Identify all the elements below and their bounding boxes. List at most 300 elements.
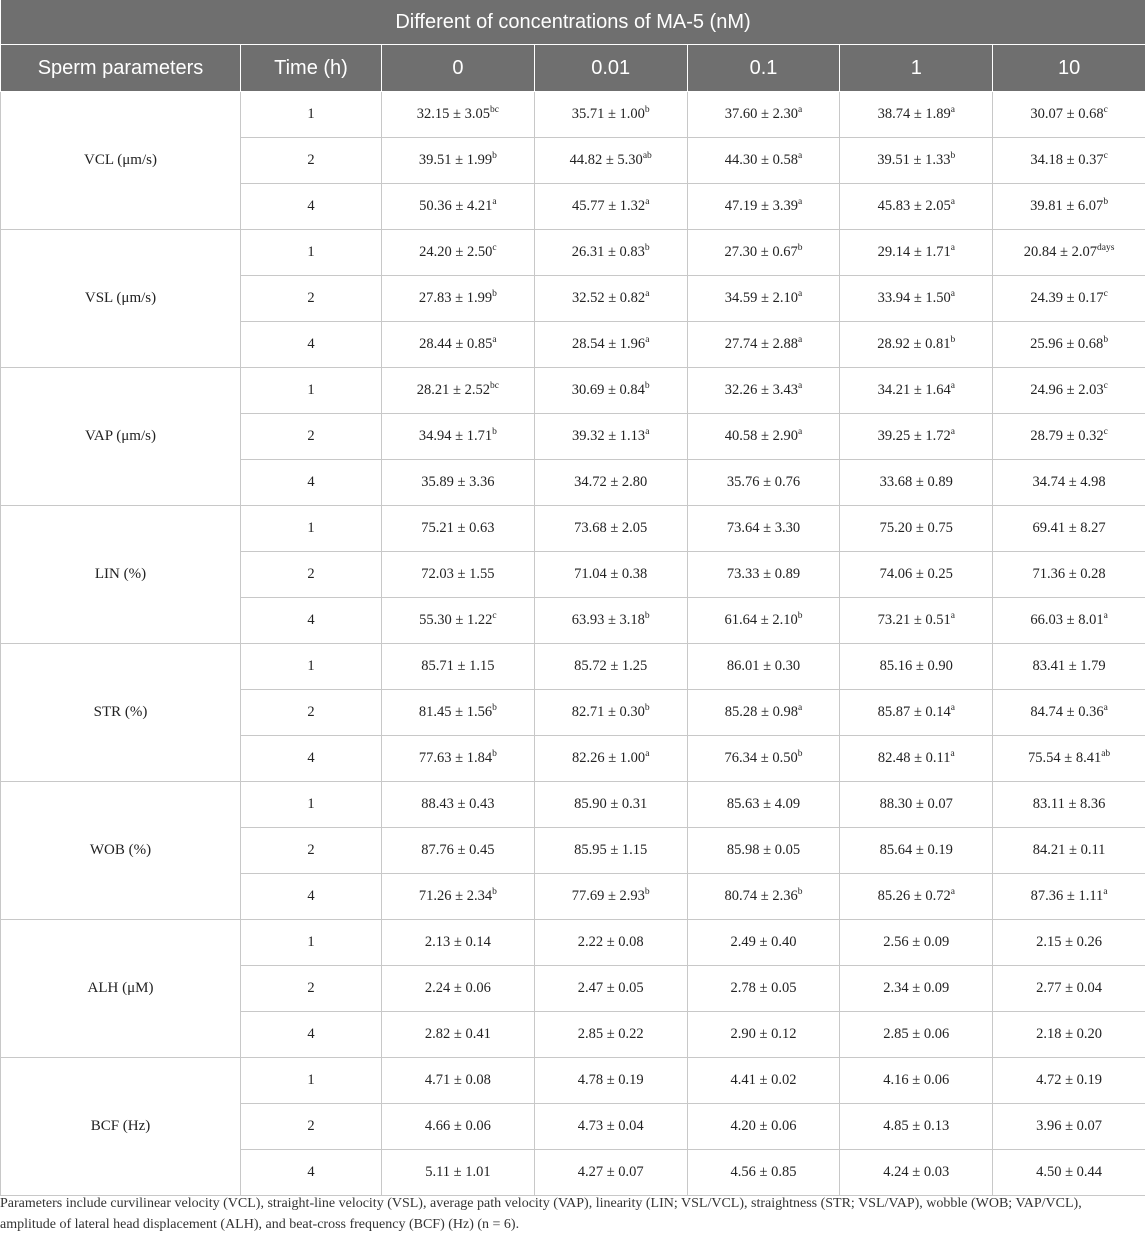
value-text: 77.69 ± 2.93	[571, 888, 645, 904]
significance-superscript: a	[950, 703, 955, 713]
time-cell: 1	[241, 368, 382, 414]
time-cell: 2	[241, 552, 382, 598]
value-text: 29.14 ± 1.71	[877, 244, 951, 260]
parameter-cell: ALH (μM)	[1, 920, 241, 1058]
value-cell	[534, 736, 687, 782]
value-cell	[993, 874, 1145, 920]
value-cell	[993, 138, 1145, 184]
value-text: 4.78 ± 0.19	[577, 1072, 644, 1088]
value-cell	[993, 782, 1145, 828]
significance-superscript: a	[950, 105, 955, 115]
value-cell	[840, 644, 993, 690]
value-cell	[382, 368, 535, 414]
value-cell	[687, 920, 840, 966]
value-text: 34.72 ± 2.80	[574, 474, 648, 490]
value-cell	[382, 920, 535, 966]
value-cell	[840, 1058, 993, 1104]
value-text: 50.36 ± 4.21	[419, 198, 493, 214]
value-cell	[993, 414, 1145, 460]
value-text: 87.76 ± 0.45	[421, 842, 495, 858]
value-text: 35.89 ± 3.36	[421, 474, 495, 490]
value-text: 27.74 ± 2.88	[724, 336, 798, 352]
value-text: 83.41 ± 1.79	[1032, 658, 1106, 674]
value-text: 2.56 ± 0.09	[883, 934, 950, 950]
value-text: 39.32 ± 1.13	[571, 428, 646, 444]
table-row	[1, 506, 1145, 552]
value-cell	[382, 598, 535, 644]
value-cell	[687, 552, 840, 598]
value-cell	[534, 184, 687, 230]
significance-superscript: a	[797, 703, 803, 713]
value-cell	[382, 644, 535, 690]
value-cell	[687, 414, 840, 460]
value-cell	[840, 828, 993, 874]
value-text: 2.15 ± 0.26	[1036, 934, 1103, 950]
value-cell	[534, 966, 687, 1012]
value-cell	[993, 828, 1145, 874]
value-text: 75.54 ± 8.41	[1027, 750, 1102, 766]
value-text: 2.82 ± 0.41	[424, 1026, 491, 1042]
value-cell	[534, 1058, 687, 1104]
time-cell: 1	[241, 506, 382, 552]
significance-superscript: a	[645, 197, 650, 207]
value-cell	[534, 828, 687, 874]
value-cell	[687, 276, 840, 322]
significance-superscript: c	[492, 243, 497, 253]
value-cell	[534, 276, 687, 322]
value-cell	[687, 368, 840, 414]
value-text: 32.26 ± 3.43	[724, 382, 798, 398]
value-cell	[840, 92, 993, 138]
value-text: 24.20 ± 2.50	[419, 244, 493, 260]
significance-superscript: a	[797, 289, 803, 299]
value-cell	[687, 1012, 840, 1058]
value-cell	[993, 552, 1145, 598]
table-row	[1, 644, 1145, 690]
parameter-cell: VSL (μm/s)	[1, 230, 241, 368]
value-text: 4.71 ± 0.08	[424, 1072, 491, 1088]
value-cell	[993, 598, 1145, 644]
parameter-cell: VAP (μm/s)	[1, 368, 241, 506]
significance-superscript: b	[492, 749, 497, 759]
value-cell	[993, 230, 1145, 276]
value-text: 82.26 ± 1.00	[571, 750, 646, 766]
significance-superscript: days	[1096, 243, 1115, 253]
significance-superscript: a	[797, 335, 803, 345]
value-text: 34.94 ± 1.71	[418, 428, 493, 444]
time-cell: 4	[241, 874, 382, 920]
value-cell	[840, 460, 993, 506]
header-conc-0.1: 0.1	[687, 45, 840, 92]
value-cell	[534, 690, 687, 736]
value-cell	[687, 644, 840, 690]
time-cell: 4	[241, 1012, 382, 1058]
value-text: 40.58 ± 2.90	[724, 428, 798, 444]
time-cell: 1	[241, 1058, 382, 1104]
value-cell	[993, 184, 1145, 230]
time-cell: 4	[241, 736, 382, 782]
time-cell: 2	[241, 414, 382, 460]
value-cell	[534, 874, 687, 920]
parameter-cell: LIN (%)	[1, 506, 241, 644]
significance-superscript: a	[1103, 703, 1108, 713]
value-text: 85.90 ± 0.31	[574, 796, 648, 812]
value-text: 63.93 ± 3.18	[571, 612, 645, 628]
value-text: 73.21 ± 0.51	[877, 612, 951, 628]
value-text: 85.64 ± 0.19	[879, 842, 953, 858]
value-cell	[840, 230, 993, 276]
value-cell	[840, 368, 993, 414]
value-cell	[993, 92, 1145, 138]
value-text: 4.27 ± 0.07	[577, 1164, 644, 1180]
value-text: 28.79 ± 0.32	[1030, 428, 1104, 444]
value-cell	[382, 138, 535, 184]
value-text: 27.83 ± 1.99	[418, 290, 493, 306]
significance-superscript: b	[797, 749, 803, 759]
value-text: 4.16 ± 0.06	[883, 1072, 950, 1088]
value-text: 2.49 ± 0.40	[730, 934, 797, 950]
value-text: 2.13 ± 0.14	[424, 934, 491, 950]
value-text: 2.24 ± 0.06	[424, 980, 491, 996]
value-text: 2.85 ± 0.22	[577, 1026, 644, 1042]
significance-superscript: b	[950, 335, 956, 345]
value-text: 87.36 ± 1.11	[1030, 888, 1104, 904]
time-cell: 4	[241, 322, 382, 368]
value-cell	[840, 138, 993, 184]
value-cell	[687, 322, 840, 368]
value-cell	[687, 828, 840, 874]
value-text: 55.30 ± 1.22	[419, 612, 493, 628]
value-text: 85.95 ± 1.15	[574, 842, 648, 858]
header-conc-0.01: 0.01	[534, 45, 687, 92]
value-cell	[382, 1104, 535, 1150]
value-text: 85.71 ± 1.15	[421, 658, 495, 674]
value-text: 4.73 ± 0.04	[577, 1118, 644, 1134]
value-text: 66.03 ± 8.01	[1030, 612, 1104, 628]
value-text: 71.26 ± 2.34	[418, 888, 493, 904]
value-text: 84.74 ± 0.36	[1030, 704, 1104, 720]
value-text: 4.24 ± 0.03	[883, 1164, 950, 1180]
value-cell	[687, 138, 840, 184]
value-cell	[840, 920, 993, 966]
header-time: Time (h)	[241, 45, 382, 92]
value-cell	[993, 644, 1145, 690]
value-text: 20.84 ± 2.07	[1023, 244, 1097, 260]
value-cell	[840, 184, 993, 230]
value-text: 2.85 ± 0.06	[883, 1026, 950, 1042]
time-cell: 1	[241, 782, 382, 828]
value-cell	[382, 506, 535, 552]
value-text: 88.30 ± 0.07	[879, 796, 953, 812]
value-cell	[534, 92, 687, 138]
significance-superscript: a	[797, 105, 803, 115]
value-cell	[382, 322, 535, 368]
value-text: 32.15 ± 3.05	[416, 106, 491, 122]
significance-superscript: ab	[1101, 749, 1111, 759]
significance-superscript: b	[492, 887, 497, 897]
value-cell	[840, 690, 993, 736]
value-text: 28.54 ± 1.96	[571, 336, 646, 352]
value-cell	[993, 276, 1145, 322]
value-cell	[993, 1012, 1145, 1058]
value-cell	[382, 782, 535, 828]
significance-superscript: c	[1103, 381, 1108, 391]
value-text: 28.44 ± 0.85	[419, 336, 493, 352]
value-text: 32.52 ± 0.82	[571, 290, 646, 306]
value-text: 74.06 ± 0.25	[879, 566, 953, 582]
value-cell	[687, 736, 840, 782]
value-cell	[840, 1104, 993, 1150]
significance-superscript: a	[950, 243, 955, 253]
value-cell	[993, 1058, 1145, 1104]
significance-superscript: c	[492, 611, 497, 621]
significance-superscript: c	[1103, 105, 1108, 115]
value-text: 39.25 ± 1.72	[877, 428, 951, 444]
significance-superscript: b	[644, 703, 650, 713]
significance-superscript: b	[492, 703, 497, 713]
significance-superscript: c	[1103, 151, 1108, 161]
significance-superscript: bc	[490, 381, 499, 391]
value-text: 4.72 ± 0.19	[1036, 1072, 1103, 1088]
table-row	[1, 368, 1145, 414]
value-cell	[382, 414, 535, 460]
header-conc-10: 10	[993, 45, 1145, 92]
value-text: 34.59 ± 2.10	[724, 290, 798, 306]
value-cell	[382, 552, 535, 598]
significance-superscript: a	[645, 427, 650, 437]
parameter-cell: BCF (Hz)	[1, 1058, 241, 1196]
value-text: 39.81 ± 6.07	[1030, 198, 1104, 214]
value-text: 45.83 ± 2.05	[877, 198, 951, 214]
value-text: 4.50 ± 0.44	[1036, 1164, 1103, 1180]
significance-superscript: a	[645, 335, 650, 345]
significance-superscript: b	[644, 105, 650, 115]
significance-superscript: a	[950, 427, 955, 437]
significance-superscript: a	[950, 381, 955, 391]
value-text: 35.71 ± 1.00	[571, 106, 645, 122]
value-text: 61.64 ± 2.10	[724, 612, 798, 628]
value-cell	[534, 414, 687, 460]
value-cell	[382, 736, 535, 782]
value-cell	[382, 230, 535, 276]
value-cell	[840, 322, 993, 368]
value-text: 2.18 ± 0.20	[1036, 1026, 1103, 1042]
value-cell	[534, 506, 687, 552]
value-cell	[382, 460, 535, 506]
value-text: 2.22 ± 0.08	[577, 934, 644, 950]
value-text: 85.98 ± 0.05	[726, 842, 801, 858]
value-text: 71.36 ± 0.28	[1032, 566, 1106, 582]
significance-superscript: b	[797, 243, 803, 253]
value-cell	[993, 368, 1145, 414]
value-cell	[993, 322, 1145, 368]
time-cell: 4	[241, 460, 382, 506]
value-cell	[687, 184, 840, 230]
table-row	[1, 1058, 1145, 1104]
value-text: 4.66 ± 0.06	[424, 1118, 491, 1134]
value-cell	[840, 414, 993, 460]
time-cell: 2	[241, 966, 382, 1012]
significance-superscript: bc	[490, 105, 499, 115]
value-cell	[687, 966, 840, 1012]
value-text: 85.87 ± 0.14	[877, 704, 951, 720]
value-cell	[993, 460, 1145, 506]
significance-superscript: a	[1103, 611, 1108, 621]
value-cell	[840, 598, 993, 644]
value-text: 81.45 ± 1.56	[418, 704, 493, 720]
significance-superscript: c	[1103, 289, 1108, 299]
value-text: 28.21 ± 2.52	[416, 382, 491, 398]
significance-superscript: a	[797, 381, 803, 391]
value-cell	[993, 690, 1145, 736]
value-cell	[840, 506, 993, 552]
table-row	[1, 920, 1145, 966]
value-text: 35.76 ± 0.76	[726, 474, 801, 490]
value-cell	[382, 1058, 535, 1104]
value-cell	[840, 736, 993, 782]
value-text: 45.77 ± 1.32	[571, 198, 646, 214]
time-cell: 4	[241, 184, 382, 230]
value-cell	[382, 690, 535, 736]
significance-superscript: b	[950, 151, 956, 161]
value-cell	[382, 92, 535, 138]
header-conc-0: 0	[382, 45, 535, 92]
value-text: 82.71 ± 0.30	[571, 704, 645, 720]
value-text: 25.96 ± 0.68	[1030, 336, 1104, 352]
time-cell: 4	[241, 598, 382, 644]
value-text: 2.90 ± 0.12	[730, 1026, 797, 1042]
table-header	[1, 0, 1145, 92]
value-text: 5.11 ± 1.01	[425, 1164, 491, 1180]
value-text: 3.96 ± 0.07	[1036, 1118, 1103, 1134]
value-cell	[687, 460, 840, 506]
value-text: 76.34 ± 0.50	[724, 750, 798, 766]
parameter-cell: VCL (μm/s)	[1, 92, 241, 230]
significance-superscript: b	[492, 151, 497, 161]
significance-superscript: b	[644, 381, 650, 391]
significance-superscript: b	[1103, 335, 1109, 345]
significance-superscript: b	[492, 289, 497, 299]
value-cell	[534, 460, 687, 506]
significance-superscript: a	[950, 289, 955, 299]
time-cell: 4	[241, 1150, 382, 1196]
value-text: 39.51 ± 1.99	[418, 152, 493, 168]
value-cell	[534, 368, 687, 414]
value-cell	[687, 874, 840, 920]
value-text: 2.34 ± 0.09	[883, 980, 950, 996]
table-row	[1, 92, 1145, 138]
value-text: 34.74 ± 4.98	[1032, 474, 1106, 490]
value-cell	[687, 598, 840, 644]
value-cell	[534, 230, 687, 276]
value-cell	[840, 552, 993, 598]
table-body	[1, 92, 1145, 1196]
value-cell	[840, 276, 993, 322]
value-text: 44.82 ± 5.30	[569, 152, 643, 168]
significance-superscript: b	[644, 243, 650, 253]
value-text: 28.92 ± 0.81	[877, 336, 951, 352]
value-text: 69.41 ± 8.27	[1032, 520, 1106, 536]
time-cell: 1	[241, 92, 382, 138]
value-cell	[382, 966, 535, 1012]
value-text: 88.43 ± 0.43	[421, 796, 495, 812]
value-text: 85.26 ± 0.72	[877, 888, 951, 904]
significance-superscript: a	[492, 197, 497, 207]
value-text: 30.07 ± 0.68	[1030, 106, 1104, 122]
value-text: 24.96 ± 2.03	[1030, 382, 1104, 398]
value-cell	[382, 276, 535, 322]
table-caption: Different of concentrations of MA-5 (nM)	[1, 0, 1145, 45]
value-cell	[534, 644, 687, 690]
value-cell	[840, 1150, 993, 1196]
significance-superscript: b	[1103, 197, 1109, 207]
value-text: 77.63 ± 1.84	[418, 750, 493, 766]
value-text: 85.63 ± 4.09	[726, 796, 801, 812]
value-cell	[687, 1104, 840, 1150]
value-text: 75.20 ± 0.75	[879, 520, 953, 536]
value-text: 73.33 ± 0.89	[726, 566, 801, 582]
value-text: 44.30 ± 0.58	[724, 152, 798, 168]
value-text: 38.74 ± 1.89	[877, 106, 951, 122]
value-cell	[993, 736, 1145, 782]
value-text: 73.68 ± 2.05	[574, 520, 648, 536]
value-text: 39.51 ± 1.33	[877, 152, 951, 168]
value-text: 37.60 ± 2.30	[724, 106, 798, 122]
value-cell	[687, 92, 840, 138]
value-text: 4.56 ± 0.85	[730, 1164, 797, 1180]
value-cell	[840, 874, 993, 920]
significance-superscript: a	[492, 335, 497, 345]
value-text: 4.20 ± 0.06	[730, 1118, 797, 1134]
value-text: 86.01 ± 0.30	[726, 658, 801, 674]
value-cell	[382, 874, 535, 920]
significance-superscript: c	[1103, 427, 1108, 437]
value-cell	[534, 1150, 687, 1196]
significance-superscript: a	[797, 427, 803, 437]
time-cell: 1	[241, 920, 382, 966]
value-text: 2.78 ± 0.05	[730, 980, 797, 996]
significance-superscript: b	[797, 611, 803, 621]
value-text: 33.94 ± 1.50	[877, 290, 951, 306]
significance-superscript: b	[797, 887, 803, 897]
value-text: 4.85 ± 0.13	[883, 1118, 950, 1134]
table-row	[1, 782, 1145, 828]
value-text: 73.64 ± 3.30	[726, 520, 801, 536]
value-cell	[534, 322, 687, 368]
value-cell	[382, 828, 535, 874]
value-text: 80.74 ± 2.36	[724, 888, 798, 904]
time-cell: 2	[241, 276, 382, 322]
significance-superscript: a	[645, 289, 650, 299]
significance-superscript: a	[950, 749, 955, 759]
time-cell: 2	[241, 138, 382, 184]
value-cell	[993, 966, 1145, 1012]
parameter-cell: WOB (%)	[1, 782, 241, 920]
value-text: 24.39 ± 0.17	[1030, 290, 1104, 306]
value-cell	[840, 782, 993, 828]
value-cell	[993, 1150, 1145, 1196]
significance-superscript: ab	[642, 151, 652, 161]
value-cell	[840, 966, 993, 1012]
parameter-cell: STR (%)	[1, 644, 241, 782]
value-text: 33.68 ± 0.89	[879, 474, 953, 490]
header-sperm-parameters: Sperm parameters	[1, 45, 241, 92]
value-text: 83.11 ± 8.36	[1032, 796, 1106, 812]
value-cell	[534, 920, 687, 966]
value-cell	[534, 1012, 687, 1058]
value-cell	[993, 1104, 1145, 1150]
significance-superscript: b	[644, 887, 650, 897]
